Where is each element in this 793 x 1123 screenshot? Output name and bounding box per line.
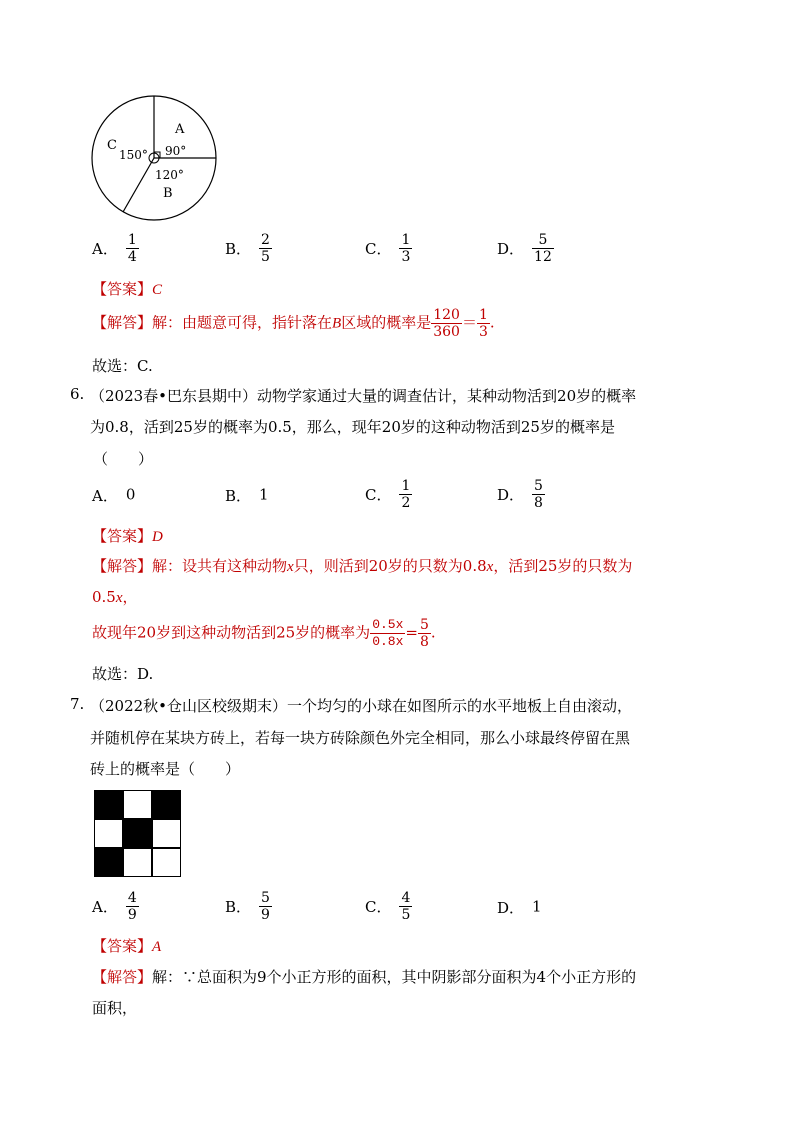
answer-tag: 【答案】 bbox=[92, 280, 153, 298]
angle-label-150: 150° bbox=[119, 148, 148, 162]
answer-value: C bbox=[152, 282, 163, 298]
q7-solution-line1: 【解答】解：∵总面积为9个小正方形的面积，其中阴影部分面积为4个小正方形的 bbox=[92, 968, 637, 986]
q7-answer bbox=[92, 935, 161, 956]
q6-answer bbox=[92, 525, 163, 546]
solution-tag: 【解答】 bbox=[92, 557, 153, 575]
answer-tag: 【答案】 bbox=[92, 527, 153, 545]
q7-option-a[interactable] bbox=[92, 890, 139, 923]
fraction: $\frac{0.5x}{0.8x}$ bbox=[372, 617, 404, 649]
q7-solution-line2: 面积， bbox=[92, 999, 138, 1017]
black-tile bbox=[94, 790, 123, 819]
fraction: $\frac{4}{9}$ bbox=[127, 890, 137, 923]
fraction: $\frac{5}{8}$ bbox=[534, 478, 543, 511]
answer-value: D bbox=[152, 529, 163, 545]
q6-solution-line3: 故现年20岁到这种动物活到25岁的概率为 $\frac{0.5x}{0.8x}$ = $\frac{5}{8}$ . bbox=[92, 617, 436, 650]
q6-option-c[interactable] bbox=[365, 478, 412, 511]
q6-choose: 故选：D. bbox=[92, 665, 154, 683]
q6-stem-line3: （ ） bbox=[93, 450, 154, 468]
q6-stem-line1: （2023春•巴东县期中）动物学家通过大量的调查估计，某种动物活到20岁的概率 bbox=[90, 387, 637, 405]
option-label: A． bbox=[92, 898, 118, 916]
q7-option-b[interactable] bbox=[225, 890, 272, 923]
q7-number: 7. bbox=[70, 695, 85, 713]
fraction: $\frac{120}{360}$ bbox=[433, 307, 460, 340]
fraction: $\frac{5}{9}$ bbox=[261, 890, 270, 923]
q5-option-d[interactable] bbox=[497, 232, 554, 265]
white-tile bbox=[94, 819, 123, 848]
option-label: B． bbox=[225, 898, 252, 916]
white-tile bbox=[152, 819, 181, 848]
white-tile bbox=[123, 790, 152, 819]
angle-label-120: 120° bbox=[155, 168, 184, 182]
q5-choose: 故选：C. bbox=[92, 357, 153, 375]
q7-option-d[interactable]: D． 1 bbox=[497, 897, 542, 917]
white-tile bbox=[123, 848, 152, 877]
q6-stem-line2: 为0.8，活到25岁的概率为0.5，那么，现年20岁的这种动物活到25岁的概率是 bbox=[90, 418, 615, 436]
q5-solution: 【解答】解：由题意可得，指针落在B区域的概率是 $\frac{120}{360}$ ＝ $\frac{1}{3}$ . bbox=[92, 307, 495, 340]
fraction: $\frac{4}{5}$ bbox=[401, 890, 411, 923]
angle-label-90: 90° bbox=[165, 144, 187, 158]
fraction: $\frac{5}{12}$ bbox=[534, 232, 552, 265]
fraction: $\frac{2}{5}$ bbox=[261, 232, 270, 265]
q5-answer bbox=[92, 278, 162, 299]
option-label: A． bbox=[92, 240, 118, 258]
q6-option-d[interactable] bbox=[497, 478, 545, 511]
answer-value: A bbox=[152, 939, 162, 955]
q6-option-a[interactable]: A． 0 bbox=[92, 485, 136, 505]
sector-label-a: A bbox=[175, 122, 185, 137]
q6-solution-line1: 【解答】解：设共有这种动物x只，则活到20岁的只数为0.8x，活到25岁的只数为 bbox=[92, 557, 633, 575]
q6-solution-line2: 0.5x， bbox=[92, 588, 138, 606]
sector-label-b: B bbox=[163, 186, 173, 201]
option-label: D． bbox=[497, 486, 525, 504]
fraction: $\frac{1}{2}$ bbox=[401, 478, 411, 511]
fraction: $\frac{1}{3}$ bbox=[478, 307, 488, 340]
q5-option-b[interactable] bbox=[225, 232, 272, 265]
tile-grid bbox=[94, 790, 181, 877]
option-label: D． bbox=[497, 240, 525, 258]
fraction: $\frac{5}{8}$ bbox=[419, 617, 429, 650]
option-label: D． bbox=[497, 899, 525, 917]
option-label: C． bbox=[365, 486, 392, 504]
sector-label-c: C bbox=[107, 138, 117, 153]
option-label: C． bbox=[365, 240, 392, 258]
pie-chart bbox=[89, 95, 221, 225]
solution-tag: 【解答】 bbox=[92, 313, 153, 332]
option-label: B． bbox=[225, 240, 252, 258]
q5-option-c[interactable] bbox=[365, 232, 412, 265]
answer-tag: 【答案】 bbox=[92, 937, 153, 955]
q7-option-c[interactable] bbox=[365, 890, 412, 923]
q6-number: 6. bbox=[70, 385, 85, 403]
q5-option-a[interactable] bbox=[92, 232, 139, 265]
black-tile bbox=[123, 819, 152, 848]
pie-radius-c bbox=[123, 158, 154, 212]
q7-stem-line3: 砖上的概率是（ ） bbox=[90, 760, 241, 778]
black-tile bbox=[94, 848, 123, 877]
option-label: B． bbox=[225, 487, 252, 505]
fraction: $\frac{1}{3}$ bbox=[401, 232, 411, 265]
q6-option-b[interactable]: B． 1 bbox=[225, 485, 269, 505]
q7-stem-line2: 并随机停在某块方砖上，若每一块方砖除颜色外完全相同，那么小球最终停留在黑 bbox=[90, 729, 631, 747]
fraction: $\frac{1}{4}$ bbox=[127, 232, 137, 265]
option-label: A． bbox=[92, 487, 118, 505]
option-label: C． bbox=[365, 898, 392, 916]
white-tile bbox=[152, 848, 181, 877]
solution-tag: 【解答】 bbox=[92, 968, 153, 986]
q7-stem-line1: （2022秋•仓山区校级期末）一个均匀的小球在如图所示的水平地板上自由滚动， bbox=[90, 697, 633, 715]
black-tile bbox=[152, 790, 181, 819]
